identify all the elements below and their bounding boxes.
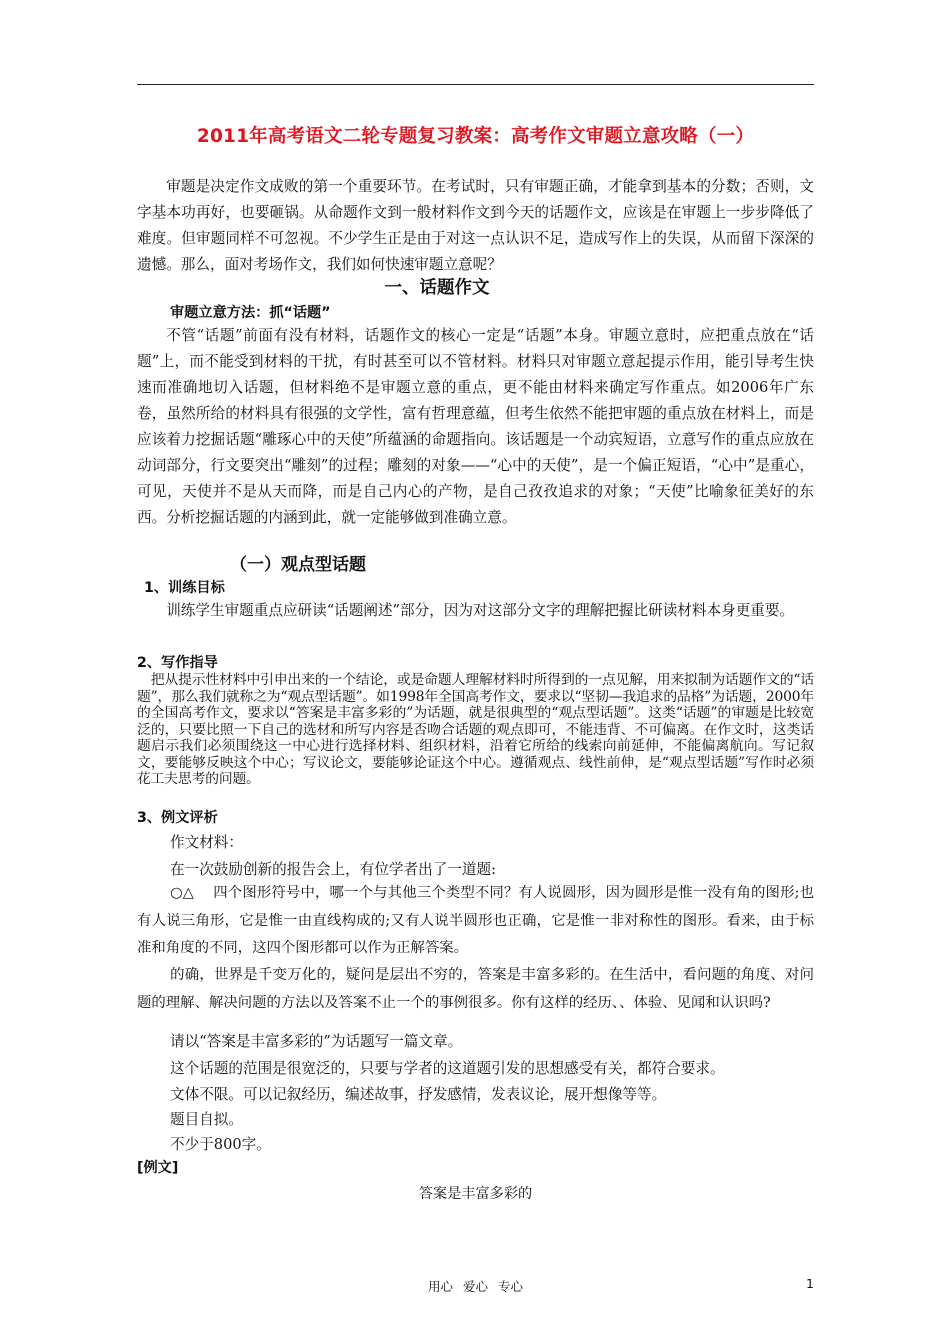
training-goal-block bbox=[137, 598, 814, 624]
header-rule bbox=[137, 84, 814, 85]
section-heading-topic-essay: 一、话题作文 bbox=[384, 278, 490, 298]
document-title: 2011年高考语文二轮专题复习教案：高考作文审题立意攻略（一） bbox=[196, 126, 755, 147]
example-title: 答案是丰富多彩的 bbox=[418, 1186, 533, 1202]
material-para2-block bbox=[137, 962, 814, 1017]
material-para2: 的确，世界是千变万化的，疑问是层出不穷的，答案是丰富多彩的。在生活中，看问题的角度、对问题的理解、解决问题的方法以及答案不止一个的事例很多。你有这样的经历、、体验、见闻和认识吗? bbox=[137, 967, 814, 1011]
intro-paragraph: 审题是决定作文成败的第一个重要环节。在考试时，只有审题正确，才能拿到基本的分数；否则，文字基本功再好，也要砸锅。从命题作文到一般材料作文到今天的话题作文，应该是在审题上一步步降低了难度。但审题同样不可忽视。不少学生正是由于对这一点认识不足，造成写作上的失误，从而留下深深的遗憾。那么，面对考场作文，我们如何快速审题立意呢？ bbox=[137, 178, 814, 273]
requirement-3: 文体不限。可以记叙经历，编述故事，抒发感情，发表议论，展开想像等等。 bbox=[170, 1086, 667, 1103]
material-para1: ○△ 四个图形符号中，哪一个与其他三个类型不同？有人说圆形，因为圆形是惟一没有角的图形;也有人说三角形，它是惟一由直线构成的;又有人说半圆形也正确，它是惟一非对称性的图形。看来，由于标准和角度的不同，这四个图形都可以作为正解答案。 bbox=[137, 885, 814, 956]
section1-body-block bbox=[137, 323, 814, 531]
material-para1-block bbox=[137, 880, 814, 963]
training-goal-label: 1、训练目标 bbox=[144, 580, 225, 596]
subsection-heading-viewpoint: （一）观点型话题 bbox=[230, 555, 366, 575]
footer-motto: 用心 爱心 专心 bbox=[428, 1279, 523, 1294]
section1-body: 不管“话题”前面有没有材料，话题作文的核心一定是“话题”本身。审题立意时，应把重点放在“话题”上，而不能受到材料的干扰，有时甚至可以不管材料。材料只对审题立意起提示作用，能引导考生快速而准确地切入话题，但材料绝不是审题立意的重点，更不能由材料来确定写作重点。如2006年广东卷，虽然所给的材料具有很强的文学性，富有哲理意蕴，但考生依然不能把审题的重点放在材料上，而是应该着力挖掘话题“雕琢心中的天使”所蕴涵的命题指向。该话题是一个动宾短语，立意写作的重点应放在动词部分，行文要突出“雕刻”的过程；雕刻的对象——“心中的天使”，是一个偏正短语，“心中”是重心，可见，天使并不是从天而降，而是自己内心的产物，是自己孜孜追求的对象；“天使”比喻象征美好的东西。分析挖掘话题的内涵到此，就一定能够做到准确立意。 bbox=[137, 327, 814, 526]
requirement-5: 不少于800字。 bbox=[170, 1136, 271, 1153]
example-label: [例文] bbox=[137, 1160, 179, 1176]
material-line1: 在一次鼓励创新的报告会上，有位学者出了一道题: bbox=[170, 861, 496, 878]
material-label: 作文材料： bbox=[170, 834, 243, 851]
writing-guide-label: 2、写作指导 bbox=[137, 655, 218, 671]
method-label: 审题立意方法：抓“话题” bbox=[170, 305, 331, 321]
page-number: 1 bbox=[806, 1276, 814, 1291]
requirement-4: 题目自拟。 bbox=[170, 1111, 243, 1128]
training-goal-body: 训练学生审题重点应研读“话题阐述”部分，因为对这部分文字的理解把握比研读材料本身更重要。 bbox=[166, 602, 795, 619]
example-analysis-label: 3、例文评析 bbox=[137, 810, 218, 826]
writing-guide-body: 把从提示性材料中引申出来的一个结论，或是命题人理解材料时所得到的一点见解，用来拟制为话题作文的“话题”，那么我们就称之为“观点型话题”。如1998年全国高考作文，要求以“坚韧—我追求的品格”为话题，2000年的全国高考作文，要求以“答案是丰富多彩的”为话题，就是很典型的“观点型话题”。这类“话题”的审题是比较宽泛的，只要比照一下自己的选材和所写内容是否吻合话题的观点即可，不能违背、不可偏离。在作文时，这类话题启示我们必须围绕这一中心进行选择材料、组织材料，沿着它所给的线索向前延伸，不能偏离航向。写记叙文，要能够反映这个中心；写议论文，要能够论证这个中心。遵循观点、线性前伸，是“观点型话题”写作时必须花工夫思考的问题。 bbox=[137, 672, 814, 787]
requirement-2: 这个话题的范围是很宽泛的，只要与学者的这道题引发的思想感受有关，都符合要求。 bbox=[170, 1060, 725, 1077]
requirement-1: 请以“答案是丰富多彩的”为话题写一篇文章。 bbox=[170, 1033, 463, 1050]
intro-block bbox=[137, 174, 814, 278]
writing-guide-block bbox=[137, 672, 814, 788]
